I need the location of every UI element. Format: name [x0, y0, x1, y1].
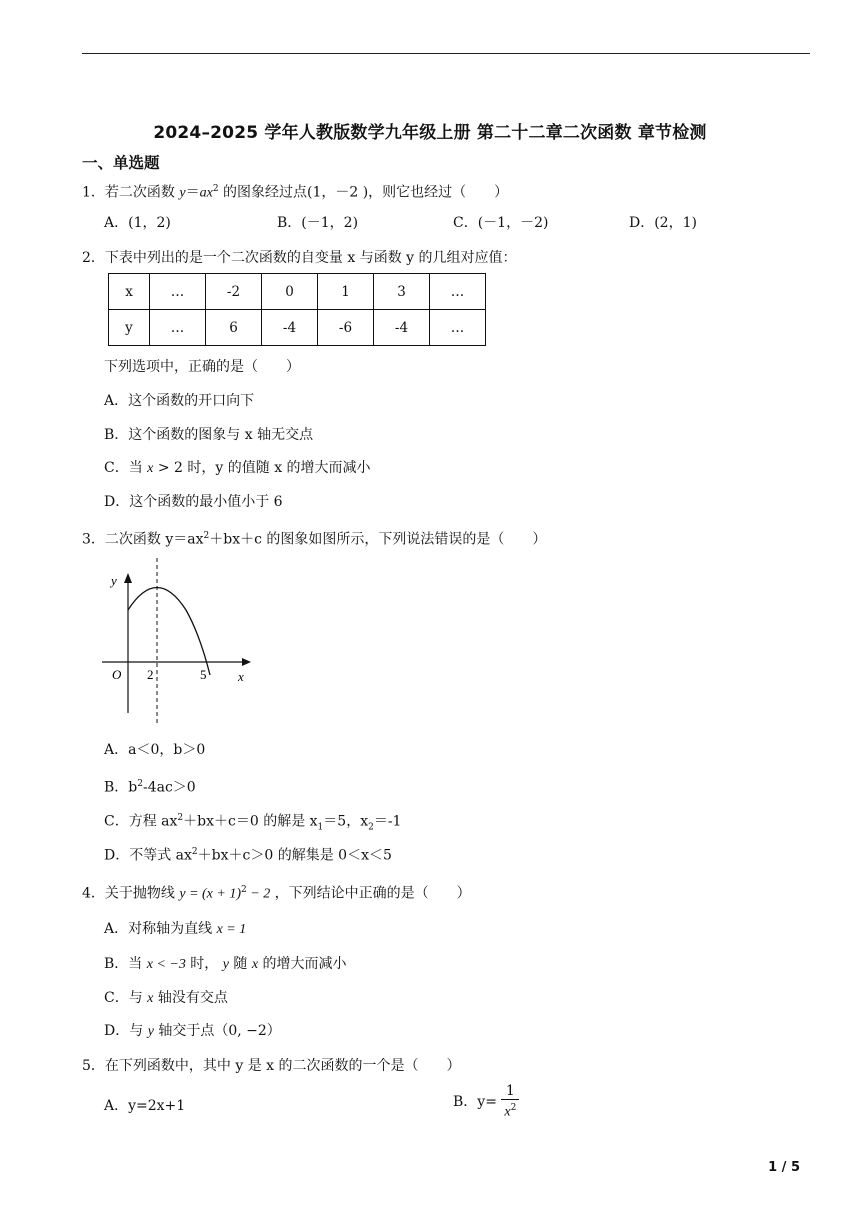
- table-cell: 1: [318, 274, 374, 310]
- table-cell: 3: [374, 274, 430, 310]
- question-2-option-d: D．这个函数的最小值小于 6: [104, 494, 283, 510]
- table-cell: …: [150, 274, 206, 310]
- question-2-option-c: C．当 x > 2 时，y 的值随 x 的增大而减小: [104, 460, 371, 476]
- y-axis-label: y: [111, 573, 117, 588]
- table-cell: 0: [262, 274, 318, 310]
- question-3-stem: 3．二次函数 $y=ax^2+bx+c$ 的图象如图所示，下列说法错误的是（ ）: [82, 531, 547, 548]
- question-number: 1．: [82, 184, 105, 201]
- tick-label-5: 5: [200, 667, 207, 682]
- value-table: [108, 273, 486, 346]
- question-5-option-a: A．y=2x+1: [104, 1098, 186, 1114]
- table-cell: …: [150, 310, 206, 346]
- table-cell: x: [109, 274, 150, 310]
- header-rule: [82, 53, 810, 54]
- origin-label: O: [112, 667, 122, 682]
- question-3-option-a: A．a＜0，b＞0: [104, 742, 206, 758]
- table-cell: -6: [318, 310, 374, 346]
- table-cell: y: [109, 310, 150, 346]
- question-2-stem: 2．下表中列出的是一个二次函数的自变量 x 与函数 y 的几组对应值：: [82, 250, 517, 266]
- question-4-option-d: D．与 y 轴交于点（0, −2）: [104, 1023, 281, 1039]
- question-2-option-a: A．这个函数的开口向下: [104, 393, 255, 409]
- fraction: $\frac{1}{x^2}$: [501, 1083, 519, 1121]
- page-number: 1 / 5: [768, 1160, 800, 1175]
- page-title: 2024–2025 学年人教版数学九年级上册 第二十二章二次函数 章节检测: [153, 123, 707, 143]
- table-row: [109, 310, 486, 346]
- table-cell: …: [430, 274, 486, 310]
- question-5-stem: 5．在下列函数中，其中 y 是 x 的二次函数的一个是（ ）: [82, 1058, 461, 1074]
- question-4-stem: 4．关于抛物线 $y = (x + 1)^2 - 2$ ，下列结论中正确的是（ ）: [82, 885, 471, 902]
- question-5-option-b: B．y= $\frac{1}{x^2}$: [453, 1083, 519, 1121]
- question-4-option-b: B．当 x < −3 时， y 随 x 的增大而减小: [104, 956, 347, 972]
- question-4-option-c: C．与 x 轴没有交点: [104, 990, 228, 1006]
- table-cell: -4: [374, 310, 430, 346]
- question-3-option-c: C．方程 $ax^2+bx+c=0$ 的解是 $x_1=5$，$x_2=-1$: [104, 813, 402, 833]
- question-1-option-d: D．(2，1): [629, 215, 697, 231]
- question-1-option-b: B．(－1，2): [277, 215, 359, 231]
- question-2-option-b: B．这个函数的图象与 x 轴无交点: [104, 427, 314, 443]
- question-1-option-a: A．(1，2): [104, 215, 171, 231]
- question-3-option-d: D．不等式 $ax^2+bx+c>0$ 的解集是 0＜x＜5: [104, 847, 392, 864]
- table-cell: -2: [206, 274, 262, 310]
- x-axis-label: x: [238, 669, 244, 684]
- question-1-option-c: C．(－1，－2): [453, 215, 549, 231]
- tick-label-2: 2: [147, 667, 154, 682]
- y-axis-arrow: [124, 573, 132, 583]
- table-row: [109, 274, 486, 310]
- question-3-option-b: B．$b^2-4ac>0$: [104, 779, 196, 796]
- question-4-option-a: A．对称轴为直线 x = 1: [104, 921, 247, 937]
- x-axis-arrow: [242, 658, 251, 666]
- section-heading: 一、单选题: [82, 154, 160, 172]
- table-cell: -4: [262, 310, 318, 346]
- question-1-stem: 1．若二次函数 $y=ax^2$ 的图象经过点(1，－2 )，则它也经过（ ）: [82, 184, 509, 201]
- table-cell: 6: [206, 310, 262, 346]
- parabola-graph: [94, 555, 254, 730]
- question-2-prompt: 下列选项中，正确的是（ ）: [104, 359, 300, 375]
- table-cell: …: [430, 310, 486, 346]
